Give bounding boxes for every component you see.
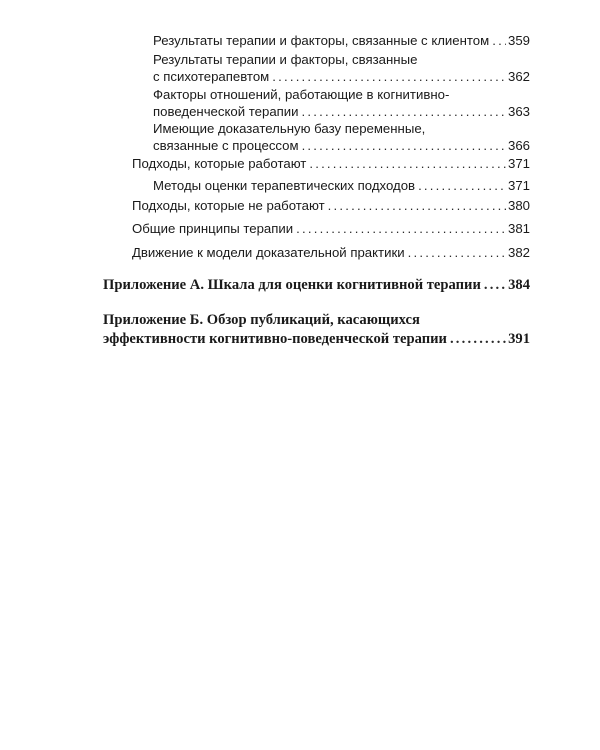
toc-entry-title-line-2: связанные с процессом — [153, 138, 299, 153]
dot-leader — [296, 220, 506, 237]
dot-leader — [492, 32, 506, 49]
toc-page-number: 382 — [507, 245, 530, 260]
toc-entry-title-line-1: Имеющие доказательную базу переменные, — [153, 121, 426, 136]
dot-leader — [302, 103, 506, 120]
toc-entry-title-line-1: Приложение Б. Обзор публикаций, касающихся — [103, 312, 420, 328]
toc-page-number: 363 — [507, 104, 530, 119]
toc-entry-title: Методы оценки терапевтических подходов — [153, 178, 416, 193]
toc-page-number: 359 — [507, 33, 530, 48]
toc-entry-title-line-1: Результаты терапии и факторы, связанные — [153, 52, 418, 67]
toc-entry-title-line-2: эффективности когнитивно-поведенческой терапии — [103, 331, 447, 347]
toc-entry-title: Подходы, которые не работают — [132, 198, 325, 213]
toc-entry-approaches-that-work[interactable] — [132, 155, 530, 172]
dot-leader — [418, 177, 506, 194]
toc-entry-title: Подходы, которые работают — [132, 156, 307, 171]
toc-entry-title: Движение к модели доказательной практики — [132, 245, 405, 260]
toc-entry-relationship-factors[interactable] — [153, 86, 530, 120]
toc-entry-title: Результаты терапии и факторы, связанные с клиентом — [153, 33, 490, 48]
toc-entry-title-line-1: Факторы отношений, работающие в когнитивно- — [153, 87, 450, 102]
dot-leader — [328, 197, 506, 214]
toc-entry-client-factors[interactable] — [153, 32, 530, 49]
toc-entry-evidence-based-model[interactable] — [132, 244, 530, 261]
dot-leader — [450, 330, 506, 349]
toc-entry-approaches-that-dont-work[interactable] — [132, 197, 530, 214]
toc-page-number: 371 — [507, 178, 530, 193]
toc-entry-appendix-a[interactable] — [103, 276, 530, 295]
toc-entry-therapist-factors[interactable] — [153, 51, 530, 85]
toc-page-number: 371 — [507, 156, 530, 171]
dot-leader — [309, 155, 506, 172]
toc-entry-evaluation-methods[interactable] — [153, 177, 530, 194]
toc-page-number: 380 — [507, 198, 530, 213]
dot-leader — [484, 276, 506, 295]
toc-entry-title-line-2: поведенческой терапии — [153, 104, 299, 119]
toc-page-number: 384 — [508, 277, 530, 293]
toc-entry-process-variables[interactable] — [153, 120, 530, 154]
toc-entry-title-line-2: с психотерапевтом — [153, 69, 270, 84]
toc-page-number: 366 — [507, 138, 530, 153]
toc-page-number: 381 — [507, 221, 530, 236]
toc-entry-appendix-b[interactable] — [103, 311, 530, 349]
toc-entry-general-principles[interactable] — [132, 220, 530, 237]
dot-leader — [272, 68, 506, 85]
toc-page-number: 362 — [507, 69, 530, 84]
dot-leader — [302, 137, 506, 154]
toc-entry-title: Приложение А. Шкала для оценки когнитивной терапии — [103, 277, 481, 293]
dot-leader — [408, 244, 506, 261]
toc-page-number: 391 — [508, 331, 530, 347]
toc-entry-title: Общие принципы терапии — [132, 221, 294, 236]
